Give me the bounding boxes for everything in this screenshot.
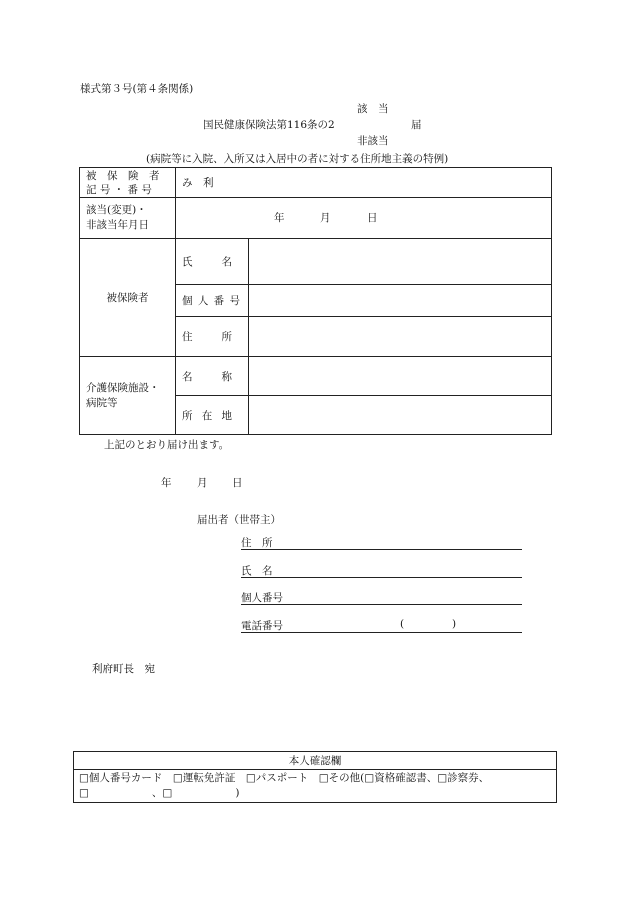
phone-paren-open: ( xyxy=(400,618,405,630)
date-day: 日 xyxy=(367,212,378,224)
submitter-heading: 届出者（世帯主） xyxy=(197,514,281,526)
subtitle: (病院等に入院、入所又は入居中の者に対する住所地主義の特例) xyxy=(146,153,449,165)
identity-confirmation-table xyxy=(73,751,557,803)
title-suffix: 届 xyxy=(411,119,422,131)
submitter-personal-number-label: 個人番号 xyxy=(241,592,283,604)
facility-location-label: 所 在 地 xyxy=(176,396,249,435)
confirmation-options-row1[interactable]: □個人番号カード □運転免許証 □パスポート □その他(□資格確認書、□診察券、 xyxy=(79,772,490,784)
submitter-name-line[interactable] xyxy=(241,563,522,578)
submitter-name-label: 氏 名 xyxy=(241,565,273,577)
facility-location-field[interactable] xyxy=(249,396,552,435)
submitter-phone-label: 電話番号 xyxy=(241,620,283,632)
personal-number-field[interactable] xyxy=(249,285,552,317)
address-label: 住 所 xyxy=(176,317,249,357)
form-number: 様式第３号(第４条関係) xyxy=(80,83,194,95)
submitter-address-line[interactable] xyxy=(241,535,522,550)
title-option-not-applicable: 非該当 xyxy=(357,135,389,147)
statement: 上記のとおり届け出ます。 xyxy=(104,439,230,451)
insured-id-value[interactable]: み 利 xyxy=(176,168,552,198)
submit-date-month: 月 xyxy=(197,477,208,489)
facility-name-field[interactable] xyxy=(249,357,552,396)
insured-id-label-line2: 記 号 ・ 番 号 xyxy=(86,183,152,196)
facility-section-line2: 病院等 xyxy=(86,396,118,409)
date-value-cell[interactable] xyxy=(176,198,552,239)
address-field[interactable] xyxy=(249,317,552,357)
confirmation-title: 本人確認欄 xyxy=(74,752,557,770)
name-field[interactable] xyxy=(249,239,552,285)
confirmation-options-row2[interactable]: □ 、□ ) xyxy=(79,787,240,799)
addressee: 利府町長 宛 xyxy=(92,663,155,675)
confirmation-options[interactable] xyxy=(74,770,557,803)
date-label-line1: 該当(変更)・ xyxy=(86,204,147,216)
notification-table xyxy=(79,167,552,435)
personal-number-label: 個 人 番 号 xyxy=(176,285,249,317)
title-option-applicable: 該 当 xyxy=(357,103,389,115)
submit-date-year: 年 xyxy=(161,477,172,489)
title-law: 国民健康保険法第116条の2 xyxy=(203,119,335,131)
facility-name-label: 名 称 xyxy=(176,357,249,396)
facility-section-line1: 介護保険施設・ xyxy=(86,381,160,394)
facility-section-label xyxy=(80,357,176,435)
submitter-personal-number-line[interactable] xyxy=(241,590,522,605)
submitter-phone-line[interactable] xyxy=(241,618,522,633)
insured-section-label: 被保険者 xyxy=(80,239,176,357)
submitter-address-label: 住 所 xyxy=(241,537,273,549)
date-label-cell xyxy=(80,198,176,239)
date-year: 年 xyxy=(274,212,285,224)
insured-id-label-line1: 被 保 険 者 xyxy=(86,169,160,182)
name-label: 氏 名 xyxy=(176,239,249,285)
date-label-line2: 非該当年月日 xyxy=(86,219,149,231)
insured-id-label-cell xyxy=(80,168,176,198)
submit-date-day: 日 xyxy=(232,477,243,489)
phone-paren-close: ) xyxy=(452,618,457,630)
date-month: 月 xyxy=(320,212,331,224)
